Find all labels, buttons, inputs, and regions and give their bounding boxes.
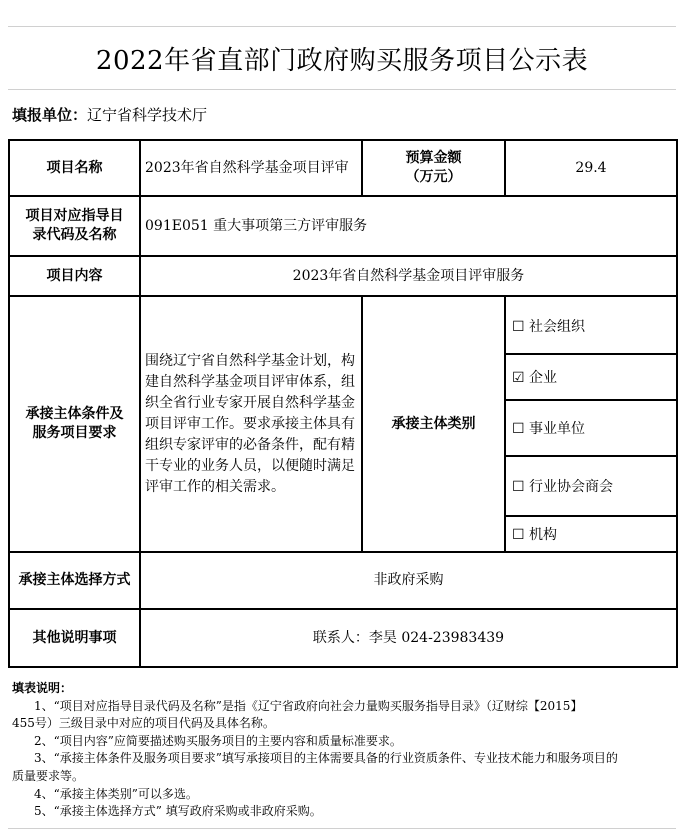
entity-type-option[interactable]	[506, 354, 676, 400]
content-label: 项目内容	[9, 256, 140, 296]
reporting-unit-value: 辽宁省科学技术厅	[87, 106, 208, 124]
checkbox-icon[interactable]: ☐	[512, 421, 525, 437]
reporting-unit	[12, 104, 207, 125]
entity-type-option-label: 行业协会商会	[529, 479, 614, 495]
row-project-name	[9, 140, 677, 196]
budget-label-line1: 预算金额	[405, 150, 462, 166]
checkbox-icon[interactable]: ☐	[512, 318, 525, 335]
page-title: 2022年省直部门政府购买服务项目公示表	[8, 26, 676, 90]
budget-label-line2: （万元）	[405, 169, 462, 185]
selection-value: 非政府采购	[140, 552, 677, 609]
other-label: 其他说明事项	[9, 609, 140, 667]
catalog-label	[9, 196, 140, 256]
note-2: 2、“项目内容”应简要描述购买服务项目的主要内容和质量标准要求。	[34, 733, 402, 748]
budget-label	[362, 140, 505, 196]
project-name-value: 2023年省自然科学基金项目评审	[140, 140, 362, 196]
requirements-label-line1: 承接主体条件及	[25, 406, 124, 422]
row-catalog	[9, 196, 677, 256]
catalog-label-line1: 项目对应指导目	[25, 208, 124, 224]
entity-type-options	[505, 296, 677, 552]
checkbox-icon[interactable]: ☐	[512, 526, 525, 543]
note-1: 1、“项目对应指导目录代码及名称”是指《辽宁省政府向社会力量购买服务指导目录》（辽财综【2015】	[34, 698, 583, 713]
project-table	[8, 139, 678, 668]
entity-type-label: 承接主体类别	[362, 296, 505, 552]
note-3-continued: 质量要求等。	[12, 768, 85, 783]
catalog-label-line2: 录代码及名称	[32, 227, 117, 243]
checkbox-checked-icon[interactable]: ☑	[512, 370, 525, 386]
row-requirements	[9, 296, 677, 552]
checkbox-icon[interactable]: ☐	[512, 479, 525, 495]
row-selection	[9, 552, 677, 609]
entity-type-option-label: 机构	[529, 526, 558, 543]
project-name-label: 项目名称	[9, 140, 140, 196]
entity-type-option-label: 企业	[529, 370, 558, 386]
notes-heading: 填表说明：	[12, 681, 73, 695]
entity-type-option[interactable]	[506, 516, 676, 550]
entity-type-option[interactable]	[506, 298, 676, 354]
entity-type-option[interactable]	[506, 400, 676, 456]
row-other	[9, 609, 677, 667]
entity-type-option-label: 事业单位	[529, 421, 586, 437]
selection-label: 承接主体选择方式	[9, 552, 140, 609]
note-1-continued: 455号）三级目录中对应的项目代码及具体名称。	[12, 716, 275, 731]
requirements-value: 围绕辽宁省自然科学基金计划，构建自然科学基金项目评审体系，组织全省行业专家开展自然科学基金项目评审工作。要求承接主体具有组织专家评审的必备条件，配有精干专业的业务人员，以便随时满足评审工作的相关需求。	[140, 296, 362, 552]
reporting-unit-label: 填报单位：	[12, 106, 88, 124]
note-3: 3、“承接主体条件及服务项目要求”填写承接项目的主体需要具备的行业资质条件、专业技术能力和服务项目的	[34, 751, 618, 766]
entity-type-option-label: 社会组织	[529, 318, 586, 335]
sheet-bottom-border	[8, 828, 676, 829]
catalog-value: 091E051 重大事项第三方评审服务	[140, 196, 677, 256]
note-4: 4、“承接主体类别”可以多选。	[34, 786, 198, 801]
requirements-label	[9, 296, 140, 552]
budget-value: 29.4	[505, 140, 677, 196]
row-content	[9, 256, 677, 296]
entity-type-option[interactable]	[506, 456, 676, 516]
requirements-label-line2: 服务项目要求	[32, 425, 117, 441]
content-value: 2023年省自然科学基金项目评审服务	[140, 256, 677, 296]
entity-type-list	[506, 298, 676, 550]
other-value: 联系人：李昊 024-23983439	[140, 609, 677, 667]
form-notes	[12, 680, 672, 821]
note-5: 5、“承接主体选择方式” 填写政府采购或非政府采购。	[34, 804, 322, 819]
